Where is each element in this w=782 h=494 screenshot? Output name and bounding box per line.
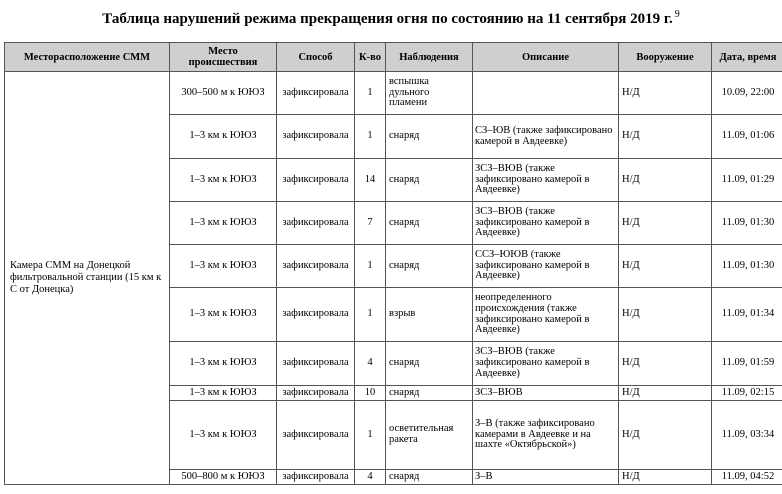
- cell-observation: снаряд: [386, 386, 473, 401]
- cell-weapon: Н/Д: [619, 202, 712, 245]
- cell-description: ССЗ–ЮЮВ (также зафиксировано камерой в Авдеевке): [473, 245, 619, 288]
- cell-method: зафиксировала: [277, 245, 355, 288]
- cell-observation: снаряд: [386, 342, 473, 386]
- table-header-row: [5, 43, 782, 72]
- cell-observation: снаряд: [386, 202, 473, 245]
- cell-method: зафиксировала: [277, 72, 355, 115]
- cell-count: 4: [355, 342, 386, 386]
- cell-description: ЗСЗ–ВЮВ: [473, 386, 619, 401]
- cell-method: зафиксировала: [277, 288, 355, 342]
- header-count: К-во: [355, 43, 386, 72]
- cell-datetime: 11.09, 04:52: [712, 470, 782, 485]
- cell-count: 10: [355, 386, 386, 401]
- cell-weapon: Н/Д: [619, 115, 712, 159]
- cell-description: [473, 72, 619, 115]
- cell-datetime: 10.09, 22:00: [712, 72, 782, 115]
- cell-observation: снаряд: [386, 245, 473, 288]
- cell-observation: осветительная ракета: [386, 401, 473, 470]
- cell-count: 1: [355, 288, 386, 342]
- header-observation: Наблюдения: [386, 43, 473, 72]
- cell-observation: снаряд: [386, 115, 473, 159]
- cell-observation: взрыв: [386, 288, 473, 342]
- cell-method: зафиксировала: [277, 470, 355, 485]
- cell-description: З–В: [473, 470, 619, 485]
- cell-place: 500–800 м к ЮЮЗ: [170, 470, 277, 485]
- cell-count: 4: [355, 470, 386, 485]
- cell-weapon: Н/Д: [619, 245, 712, 288]
- cell-place: 1–3 км к ЮЮЗ: [170, 386, 277, 401]
- cell-datetime: 11.09, 02:15: [712, 386, 782, 401]
- cell-method: зафиксировала: [277, 342, 355, 386]
- cell-observation: снаряд: [386, 159, 473, 202]
- cell-datetime: 11.09, 01:30: [712, 202, 782, 245]
- page-title: [0, 6, 782, 28]
- cell-datetime: 11.09, 01:06: [712, 115, 782, 159]
- cell-method: зафиксировала: [277, 386, 355, 401]
- cell-weapon: Н/Д: [619, 288, 712, 342]
- cell-count: 1: [355, 245, 386, 288]
- header-description: Описание: [473, 43, 619, 72]
- ceasefire-violations-table: [4, 42, 782, 485]
- cell-place: 1–3 км к ЮЮЗ: [170, 342, 277, 386]
- cell-method: зафиксировала: [277, 115, 355, 159]
- header-method: Способ: [277, 43, 355, 72]
- cell-place: 1–3 км к ЮЮЗ: [170, 245, 277, 288]
- cell-datetime: 11.09, 01:59: [712, 342, 782, 386]
- title-text: Таблица нарушений режима прекращения огня по состоянию на 11 сентября 2019 г.: [102, 11, 673, 27]
- cell-count: 1: [355, 115, 386, 159]
- cell-weapon: Н/Д: [619, 470, 712, 485]
- cell-description: ЗСЗ–ВЮВ (также зафиксировано камерой в Авдеевке): [473, 342, 619, 386]
- cell-datetime: 11.09, 03:34: [712, 401, 782, 470]
- cell-datetime: 11.09, 01:30: [712, 245, 782, 288]
- cell-weapon: Н/Д: [619, 401, 712, 470]
- cell-location: Камера СММ на Донецкой фильтровальной станции (15 км к С от Донецка): [5, 72, 170, 485]
- cell-description: ЗСЗ–ВЮВ (также зафиксировано камерой в Авдеевке): [473, 159, 619, 202]
- cell-observation: снаряд: [386, 470, 473, 485]
- cell-datetime: 11.09, 01:34: [712, 288, 782, 342]
- cell-description: ЗСЗ–ВЮВ (также зафиксировано камерой в Авдеевке): [473, 202, 619, 245]
- cell-weapon: Н/Д: [619, 159, 712, 202]
- cell-place: 1–3 км к ЮЮЗ: [170, 159, 277, 202]
- cell-weapon: Н/Д: [619, 72, 712, 115]
- footnote-marker: 9: [674, 9, 680, 20]
- cell-count: 7: [355, 202, 386, 245]
- cell-count: 1: [355, 72, 386, 115]
- cell-method: зафиксировала: [277, 159, 355, 202]
- cell-description: СЗ–ЮВ (также зафиксировано камерой в Авдеевке): [473, 115, 619, 159]
- header-place: Место происшествия: [170, 43, 277, 72]
- cell-place: 1–3 км к ЮЮЗ: [170, 401, 277, 470]
- cell-weapon: Н/Д: [619, 342, 712, 386]
- cell-place: 1–3 км к ЮЮЗ: [170, 115, 277, 159]
- cell-datetime: 11.09, 01:29: [712, 159, 782, 202]
- cell-observation: вспышка дульного пламени: [386, 72, 473, 115]
- cell-weapon: Н/Д: [619, 386, 712, 401]
- header-location: Месторасположение СММ: [5, 43, 170, 72]
- cell-description: З–В (также зафиксировано камерами в Авдеевке и на шахте «Октябрьской»): [473, 401, 619, 470]
- cell-method: зафиксировала: [277, 202, 355, 245]
- cell-count: 1: [355, 401, 386, 470]
- cell-place: 1–3 км к ЮЮЗ: [170, 202, 277, 245]
- cell-count: 14: [355, 159, 386, 202]
- header-weapon: Вооружение: [619, 43, 712, 72]
- cell-place: 1–3 км к ЮЮЗ: [170, 288, 277, 342]
- cell-description: неопределенного происхождения (также зафиксировано камерой в Авдеевке): [473, 288, 619, 342]
- cell-place: 300–500 м к ЮЮЗ: [170, 72, 277, 115]
- header-datetime: Дата, время: [712, 43, 782, 72]
- table-row: [5, 72, 782, 115]
- cell-method: зафиксировала: [277, 401, 355, 470]
